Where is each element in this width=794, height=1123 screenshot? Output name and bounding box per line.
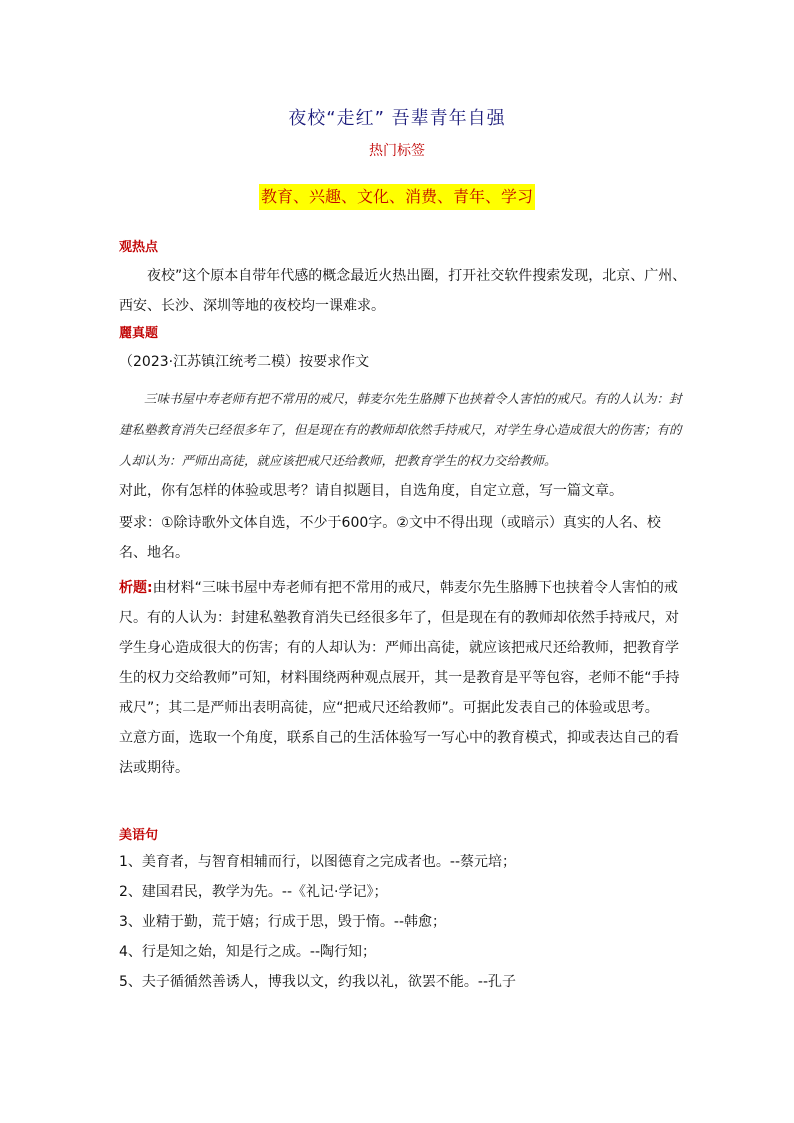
document-title: 夜校“走红” 吾辈青年自强: [288, 108, 506, 129]
quotes-list: [119, 847, 687, 997]
quotes-section: [119, 824, 687, 997]
tags-highlight: 教育、兴趣、文化、消费、青年、学习: [259, 184, 535, 210]
exam-source: （2023·江苏镇江统考二模）按要求作文: [119, 354, 370, 370]
analysis-text-2: 立意方面，选取一个角度，联系自己的生活体验写一写心中的教育模式，抑或表达自己的看法或期待。: [119, 730, 679, 776]
quote-item: 3、业精于勤，荒于嬉；行成于思，毁于惰。--韩愈；: [119, 914, 447, 930]
quote-item: 4、行是知之始，知是行之成。--陶行知；: [119, 944, 377, 960]
hot-point-section: [119, 236, 687, 321]
analysis-section: [119, 573, 687, 783]
tags-row: [0, 184, 794, 210]
quote-item: 2、建国君民，教学为先。--《礼记·学记》；: [119, 884, 388, 900]
quotes-heading: 美语句: [119, 828, 159, 843]
exam-prompt: 对此，你有怎样的体验或思考？请自拟题目，自选角度，自定立意，写一篇文章。: [119, 483, 623, 499]
exam-material: 三味书屋中寿老师有把不常用的戒尺，韩麦尔先生胳膊下也挟着令人害怕的戒尺。有的人认为：封建私塾教育消失已经很多年了，但是现在有的教师却依然手持戒尺，对学生身心造成很大的伤害；有的人却认为：严师出高徒，就应该把戒尺还给教师，把教育学生的权力交给教师。: [119, 391, 682, 468]
exam-requirement: 要求：①除诗歌外文体自选，不少于600字。②文中不得出现（或暗示）真实的人名、校名、地名。: [119, 515, 661, 561]
quote-item: 5、夫子循循然善诱人，博我以文，约我以礼，欲罢不能。--孔子: [119, 974, 517, 990]
analysis-label: 析题:: [119, 580, 153, 596]
analysis-text: [119, 573, 687, 723]
real-exam-section: [119, 322, 687, 568]
analysis-body: 由材料“三味书屋中寿老师有把不常用的戒尺，韩麦尔先生胳膊下也挟着令人害怕的戒尺。有的人认为：封建私塾教育消失已经很多年了，但是现在有的教师却依然手持戒尺，对学生身心造成很大的伤害；有的人却认为：严师出高徒，就应该把戒尺还给教师，把教育学生的权力交给教师”可知，材料围绕两种观点展开，其一是教育是平等包容，老师不能“手持戒尺”；其二是严师出表明高徒，应“把戒尺还给教师”。可据此发表自己的体验或思考。: [119, 580, 680, 716]
hot-tags-label: 热门标签: [369, 143, 425, 159]
hot-point-heading: 观热点: [119, 240, 159, 255]
quote-item: 1、美育者，与智育相辅而行，以图德育之完成者也。--蔡元培；: [119, 854, 517, 870]
hot-point-text: 夜校”这个原本自带年代感的概念最近火热出圈，打开社交软件搜索发现，北京、广州、西安、长沙、深圳等地的夜校均一课难求。: [119, 268, 687, 314]
real-exam-heading: 麗真题: [119, 326, 159, 341]
